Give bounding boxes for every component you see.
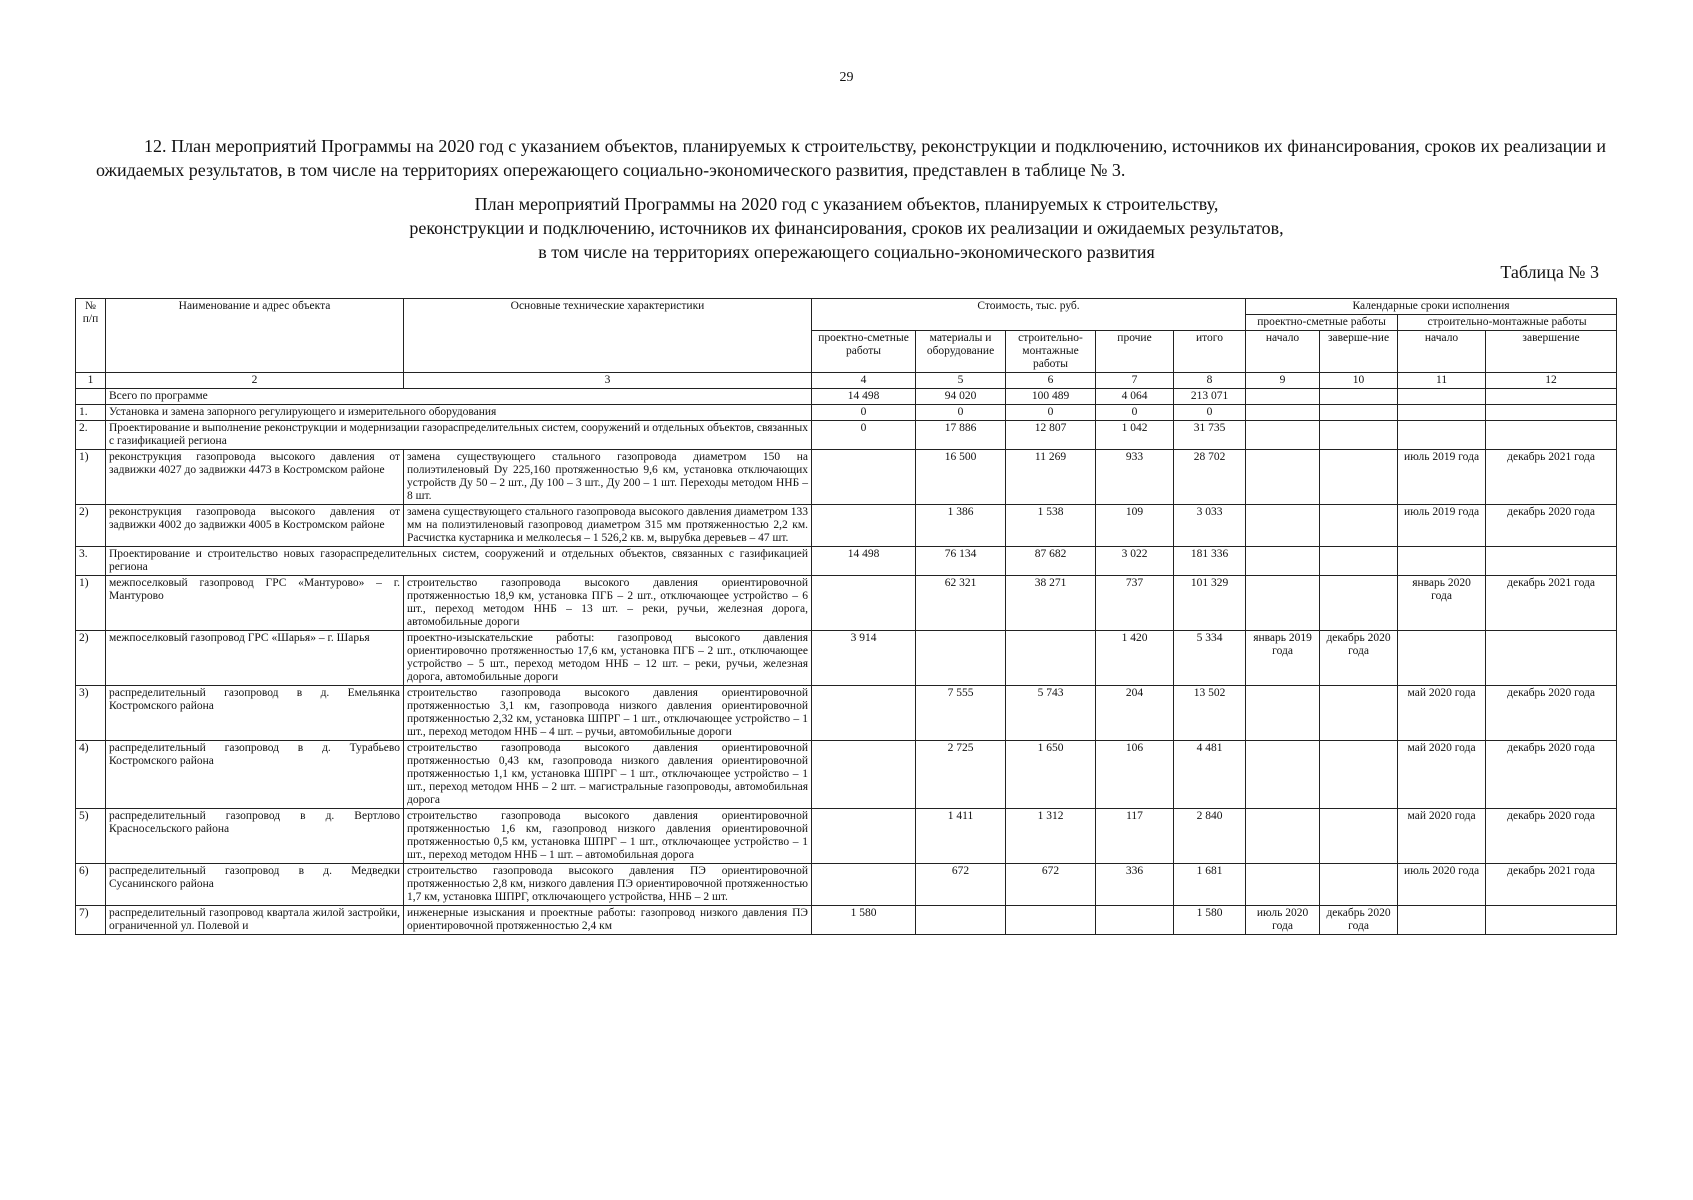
- cost-total: 3 033: [1174, 505, 1246, 547]
- cost-other: 106: [1096, 741, 1174, 809]
- design-end: [1320, 576, 1398, 631]
- header-construction-works: строительно-монтажные работы: [1398, 315, 1617, 331]
- construction-start: [1398, 631, 1486, 686]
- cost-total: 101 329: [1174, 576, 1246, 631]
- construction-start: июль 2020 года: [1398, 864, 1486, 906]
- header-cost-construction: строительно-монтажные работы: [1006, 331, 1096, 373]
- cost-total: 5 334: [1174, 631, 1246, 686]
- intro-paragraph: 12. План мероприятий Программы на 2020 год с указанием объектов, планируемых к строительству, реконструкции и подключению, источников их финансирования, сроков их реализации и ожидаемых результатов, в том числе на территориях опережающего социально-экономического развития, представлен в таблице № 3.: [96, 136, 1606, 180]
- design-start: [1246, 686, 1320, 741]
- item-tech: инженерные изыскания и проектные работы: газопровод низкого давления ПЭ ориентировочной протяженностью 2,4 км: [404, 906, 812, 935]
- column-number: 2: [106, 373, 404, 389]
- item-tech: замена существующего стального газопровода диаметром 150 на полиэтиленовый Dy 225,160 протяженностью 9,6 км, установка отключающих устройств Ду 50 – 2 шт., Ду 100 – 3 шт., Ду 200 – 1 шт. Переходы методом ННБ – 8 шт.: [404, 450, 812, 505]
- header-cost: Стоимость, тыс. руб.: [812, 299, 1246, 331]
- section-title: Установка и замена запорного регулирующего и измерительного оборудования: [106, 405, 812, 421]
- cost-other: 4 064: [1096, 389, 1174, 405]
- cost-materials: 7 555: [916, 686, 1006, 741]
- cost-construction: 672: [1006, 864, 1096, 906]
- design-end: [1320, 809, 1398, 864]
- item-tech: строительство газопровода высокого давления ориентировочной протяженностью 18,9 км, установка ПГБ – 2 шт., отключающее устройство – 6 шт., переход методом ННБ – 13 шт. – реки, ручьи, железная дорога, автомобильные дороги: [404, 576, 812, 631]
- cost-other: 0: [1096, 405, 1174, 421]
- table-row: [76, 505, 1617, 547]
- cost-design: 1 580: [812, 906, 916, 935]
- column-number: 11: [1398, 373, 1486, 389]
- header-no: № п/п: [76, 299, 106, 373]
- design-start: [1246, 809, 1320, 864]
- cost-design: 14 498: [812, 547, 916, 576]
- cost-total: 4 481: [1174, 741, 1246, 809]
- table-row: [76, 576, 1617, 631]
- cost-construction: 5 743: [1006, 686, 1096, 741]
- section-row: [76, 405, 1617, 421]
- column-number-row: [76, 373, 1617, 389]
- construction-end: декабрь 2021 года: [1486, 576, 1617, 631]
- item-no: 2): [76, 631, 106, 686]
- cost-design: [812, 741, 916, 809]
- cost-other: 204: [1096, 686, 1174, 741]
- header-cost-materials: материалы и оборудование: [916, 331, 1006, 373]
- item-name: межпоселковый газопровод ГРС «Мантурово» – г. Мантурово: [106, 576, 404, 631]
- construction-end: [1486, 906, 1617, 935]
- column-number: 12: [1486, 373, 1617, 389]
- cost-total: 1 681: [1174, 864, 1246, 906]
- header-calendar: Календарные сроки исполнения: [1246, 299, 1617, 315]
- cost-other: 109: [1096, 505, 1174, 547]
- construction-end: декабрь 2020 года: [1486, 809, 1617, 864]
- design-start: июль 2020 года: [1246, 906, 1320, 935]
- column-number: 1: [76, 373, 106, 389]
- section-no: 1.: [76, 405, 106, 421]
- design-start: [1246, 741, 1320, 809]
- cost-design: [812, 686, 916, 741]
- header-design-start: начало: [1246, 331, 1320, 373]
- header-tech: Основные технические характеристики: [404, 299, 812, 373]
- cost-materials: 1 386: [916, 505, 1006, 547]
- cost-other: 3 022: [1096, 547, 1174, 576]
- design-start: [1246, 864, 1320, 906]
- item-tech: строительство газопровода высокого давления ориентировочной протяженностью 0,43 км, газопровода низкого давления ориентировочной протяженностью 1,1 км, установка ШПРГ – 1 шт., отключающее устройство – 1 шт., переход методом ННБ – 2 шт. – магистральные газопроводы, автомобильная дорога: [404, 741, 812, 809]
- header-design-works: проектно-сметные работы: [1246, 315, 1398, 331]
- table-row: [76, 864, 1617, 906]
- plan-table: [75, 298, 1617, 935]
- cost-construction: 100 489: [1006, 389, 1096, 405]
- item-no: 6): [76, 864, 106, 906]
- total-label: Всего по программе: [106, 389, 812, 405]
- cost-construction: 1 650: [1006, 741, 1096, 809]
- design-end: [1320, 450, 1398, 505]
- item-tech: проектно-изыскательские работы: газопровод высокого давления ориентировочно протяженностью 17,6 км, установка ПГБ – 2 шт., отключающее устройство – 5 шт., переход методом ННБ – 12 шт. – реки, ручьи, железная дорога, автомобильные дороги: [404, 631, 812, 686]
- item-name: распределительный газопровод в д. Турабьево Костромского района: [106, 741, 404, 809]
- item-name: распределительный газопровод в д. Медведки Сусанинского района: [106, 864, 404, 906]
- cost-total: 31 735: [1174, 421, 1246, 450]
- table-row: [76, 906, 1617, 935]
- cost-materials: 94 020: [916, 389, 1006, 405]
- cost-materials: 17 886: [916, 421, 1006, 450]
- cost-total: 213 071: [1174, 389, 1246, 405]
- cost-total: 2 840: [1174, 809, 1246, 864]
- table-title-line: реконструкции и подключению, источников их финансирования, сроков их реализации и ожидаемых результатов,: [409, 218, 1284, 238]
- construction-end: декабрь 2020 года: [1486, 505, 1617, 547]
- cost-construction: 87 682: [1006, 547, 1096, 576]
- item-no: 5): [76, 809, 106, 864]
- item-no: 1): [76, 576, 106, 631]
- cost-total: 13 502: [1174, 686, 1246, 741]
- header-cost-design: проектно-сметные работы: [812, 331, 916, 373]
- cost-design: [812, 576, 916, 631]
- cost-construction: [1006, 631, 1096, 686]
- construction-start: январь 2020 года: [1398, 576, 1486, 631]
- cost-total: 181 336: [1174, 547, 1246, 576]
- cost-materials: 62 321: [916, 576, 1006, 631]
- design-end: [1320, 505, 1398, 547]
- construction-end: декабрь 2021 года: [1486, 450, 1617, 505]
- cost-materials: 76 134: [916, 547, 1006, 576]
- table-row: [76, 686, 1617, 741]
- construction-start: июль 2019 года: [1398, 450, 1486, 505]
- column-number: 5: [916, 373, 1006, 389]
- item-no: 3): [76, 686, 106, 741]
- design-start: [1246, 576, 1320, 631]
- section-title: Проектирование и строительство новых газораспределительных систем, сооружений и отдельных объектов, связанных с газификацией региона: [106, 547, 812, 576]
- header-cost-total: итого: [1174, 331, 1246, 373]
- cost-construction: 38 271: [1006, 576, 1096, 631]
- cost-total: 28 702: [1174, 450, 1246, 505]
- cost-other: 737: [1096, 576, 1174, 631]
- cost-other: 1 042: [1096, 421, 1174, 450]
- column-number: 8: [1174, 373, 1246, 389]
- table-row: [76, 809, 1617, 864]
- construction-end: декабрь 2020 года: [1486, 686, 1617, 741]
- construction-start: [1398, 906, 1486, 935]
- column-number: 9: [1246, 373, 1320, 389]
- header-design-end: заверше-ние: [1320, 331, 1398, 373]
- cost-materials: [916, 631, 1006, 686]
- table-row: [76, 741, 1617, 809]
- header-construction-start: начало: [1398, 331, 1486, 373]
- design-end: [1320, 741, 1398, 809]
- page-number: 29: [839, 70, 854, 85]
- header-construction-end: завершение: [1486, 331, 1617, 373]
- construction-start: май 2020 года: [1398, 809, 1486, 864]
- design-end: декабрь 2020 года: [1320, 631, 1398, 686]
- column-number: 6: [1006, 373, 1096, 389]
- cost-construction: 12 807: [1006, 421, 1096, 450]
- cost-materials: 672: [916, 864, 1006, 906]
- cost-materials: 1 411: [916, 809, 1006, 864]
- construction-start: май 2020 года: [1398, 686, 1486, 741]
- item-name: распределительный газопровод в д. Емельянка Костромского района: [106, 686, 404, 741]
- construction-start: июль 2019 года: [1398, 505, 1486, 547]
- construction-end: декабрь 2020 года: [1486, 741, 1617, 809]
- table-title-line: План мероприятий Программы на 2020 год с указанием объектов, планируемых к строительству,: [474, 194, 1219, 214]
- cost-other: 336: [1096, 864, 1174, 906]
- item-name: распределительный газопровод в д. Вертлово Красносельского района: [106, 809, 404, 864]
- item-name: реконструкция газопровода высокого давления от задвижки 4002 до задвижки 4005 в Костромском районе: [106, 505, 404, 547]
- item-name: межпоселковый газопровод ГРС «Шарья» – г. Шарья: [106, 631, 404, 686]
- cost-materials: 0: [916, 405, 1006, 421]
- item-no: 4): [76, 741, 106, 809]
- design-end: [1320, 686, 1398, 741]
- cost-other: 1 420: [1096, 631, 1174, 686]
- item-no: 1): [76, 450, 106, 505]
- cost-construction: 1 312: [1006, 809, 1096, 864]
- cost-other: 933: [1096, 450, 1174, 505]
- header-cost-other: прочие: [1096, 331, 1174, 373]
- section-title: Проектирование и выполнение реконструкции и модернизации газораспределительных систем, сооружений и отдельных объектов, связанных с газификацией региона: [106, 421, 812, 450]
- design-start: [1246, 450, 1320, 505]
- cost-construction: 11 269: [1006, 450, 1096, 505]
- item-tech: строительство газопровода высокого давления ориентировочной протяженностью 3,1 км, газопровода низкого давления ориентировочной протяженностью 2,32 км, установка ШПРГ – 1 шт., отключающее устройство – 1 шт., переход методом ННБ – 4 шт. – ручьи, автомобильные дороги: [404, 686, 812, 741]
- section-no: 2.: [76, 421, 106, 450]
- cost-design: [812, 505, 916, 547]
- cost-design: [812, 450, 916, 505]
- table-row: [76, 450, 1617, 505]
- cost-design: 3 914: [812, 631, 916, 686]
- header-name: Наименование и адрес объекта: [106, 299, 404, 373]
- item-no: 7): [76, 906, 106, 935]
- item-tech: строительство газопровода высокого давления ПЭ ориентировочной протяженностью 2,8 км, низкого давления ПЭ ориентировочной протяженностью 1,7 км, установка ШПРГ, отключающего устройства, ННБ – 2 шт.: [404, 864, 812, 906]
- design-end: декабрь 2020 года: [1320, 906, 1398, 935]
- cost-total: 1 580: [1174, 906, 1246, 935]
- item-tech: строительство газопровода высокого давления ориентировочной протяженностью 1,6 км, газопровод низкого давления ориентировочной протяженностью 0,5 км, установка ШПРГ – 1 шт., отключающее устройство – 1 шт., переход методом ННБ – 1 шт. – автомобильная дорога: [404, 809, 812, 864]
- cost-other: [1096, 906, 1174, 935]
- design-start: январь 2019 года: [1246, 631, 1320, 686]
- total-row: [76, 389, 1617, 405]
- column-number: 7: [1096, 373, 1174, 389]
- cost-total: 0: [1174, 405, 1246, 421]
- cost-construction: 0: [1006, 405, 1096, 421]
- cost-construction: 1 538: [1006, 505, 1096, 547]
- cost-other: 117: [1096, 809, 1174, 864]
- cost-materials: 16 500: [916, 450, 1006, 505]
- cost-construction: [1006, 906, 1096, 935]
- cost-design: [812, 864, 916, 906]
- section-row: [76, 421, 1617, 450]
- table-title-line: в том числе на территориях опережающего социально-экономического развития: [538, 242, 1155, 262]
- column-number: 4: [812, 373, 916, 389]
- cost-design: [812, 809, 916, 864]
- construction-end: [1486, 631, 1617, 686]
- section-row: [76, 547, 1617, 576]
- design-start: [1246, 505, 1320, 547]
- item-no: 2): [76, 505, 106, 547]
- table-row: [76, 631, 1617, 686]
- design-end: [1320, 864, 1398, 906]
- cost-design: 0: [812, 421, 916, 450]
- cost-materials: 2 725: [916, 741, 1006, 809]
- item-tech: замена существующего стального газопровода высокого давления диаметром 133 мм на полиэтиленовый газопровод диаметром 315 мм протяженностью 2,2 км. Расчистка кустарника и мелколесья – 1 526,2 кв. м, вырубка деревьев – 47 шт.: [404, 505, 812, 547]
- cost-design: 14 498: [812, 389, 916, 405]
- cost-design: 0: [812, 405, 916, 421]
- item-name: реконструкция газопровода высокого давления от задвижки 4027 до задвижки 4473 в Костромском районе: [106, 450, 404, 505]
- column-number: 10: [1320, 373, 1398, 389]
- construction-start: май 2020 года: [1398, 741, 1486, 809]
- construction-end: декабрь 2021 года: [1486, 864, 1617, 906]
- table-title: [0, 192, 1693, 264]
- section-no: 3.: [76, 547, 106, 576]
- column-number: 3: [404, 373, 812, 389]
- table-label: Таблица № 3: [1500, 262, 1599, 282]
- cost-materials: [916, 906, 1006, 935]
- item-name: распределительный газопровод квартала жилой застройки, ограниченной ул. Полевой и: [106, 906, 404, 935]
